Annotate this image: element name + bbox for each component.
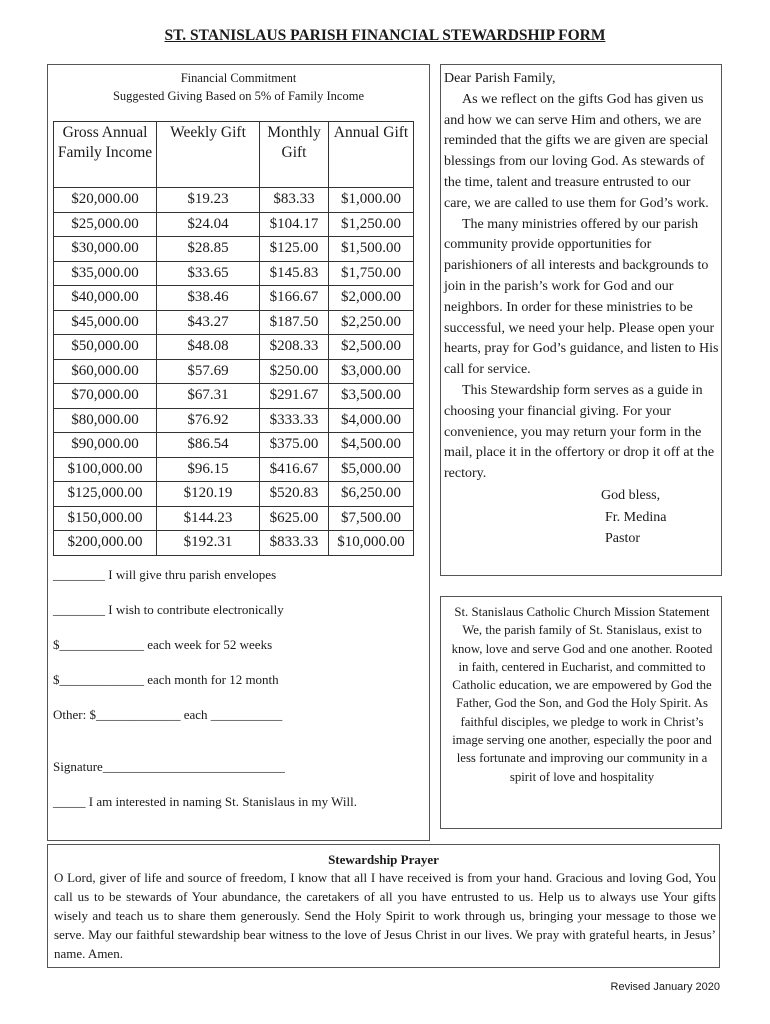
table-cell: $333.33 (260, 408, 329, 433)
table-cell: $6,250.00 (329, 482, 414, 507)
table-cell: $25,000.00 (54, 212, 157, 237)
giving-table (53, 121, 414, 556)
table-row (54, 433, 414, 458)
letter-paragraph: As we reflect on the gifts God has given us and how we can serve Him and others, we are reminded that the gifts we are given are special blessings from our loving God. As stewards of the time, talent and treasure entrusted to our care, we are called to use them for God’s work. (444, 91, 709, 211)
column-header: Gross Annual Family Income (54, 122, 157, 188)
table-row (54, 212, 414, 237)
table-cell: $3,500.00 (329, 384, 414, 409)
table-cell: $19.23 (157, 188, 260, 213)
table-cell: $20,000.00 (54, 188, 157, 213)
table-cell: $416.67 (260, 457, 329, 482)
table-cell: $43.27 (157, 310, 260, 335)
table-cell: $4,500.00 (329, 433, 414, 458)
mission-content (447, 603, 717, 786)
table-cell: $625.00 (260, 506, 329, 531)
table-row (54, 457, 414, 482)
table-cell: $96.15 (157, 457, 260, 482)
column-header: Weekly Gift (157, 122, 260, 188)
letter-signer-role: Pastor (605, 531, 640, 546)
table-cell: $200,000.00 (54, 531, 157, 556)
prayer-body: O Lord, giver of life and source of freedom, I know that all I have received is from your hand. Gracious and loving God, You call us to be stewards of Your abundance, the caretakers of all you have entrusted to us. Help us to always use Your gifts wisely and teach us to share them generously. Send the Holy Spirit to work through us, bringing your message to those we serve. May our faithful stewardship bear witness to the love of Jesus Christ in our lives. We pray with grateful hearts, in Jesus’ name. Amen. (54, 870, 716, 961)
letter-greeting: Dear Parish Family, (444, 71, 556, 86)
table-cell: $520.83 (260, 482, 329, 507)
letter-closing: God bless, (601, 488, 661, 503)
table-cell: $192.31 (157, 531, 260, 556)
table-cell: $5,000.00 (329, 457, 414, 482)
table-cell: $35,000.00 (54, 261, 157, 286)
table-row (54, 482, 414, 507)
financial-commitment-section (47, 64, 430, 841)
mission-body: We, the parish family of St. Stanislaus, exist to know, love and serve God and one another. Rooted in faith, centered in Eucharist, and committed to Catholic education, we are empowered by God the Father, God the Son, and God the Holy Spirit. As faithful disciples, we pledge to work in Christ’s image serving one another, especially the poor and less fortunate and improving our community in a spirit of love and hospitality (451, 623, 713, 784)
table-cell: $48.08 (157, 335, 260, 360)
table-cell: $125,000.00 (54, 482, 157, 507)
table-cell: $67.31 (157, 384, 260, 409)
table-cell: $208.33 (260, 335, 329, 360)
table-row (54, 261, 414, 286)
table-cell: $1,000.00 (329, 188, 414, 213)
table-row (54, 506, 414, 531)
table-cell: $50,000.00 (54, 335, 157, 360)
mission-title: St. Stanislaus Catholic Church Mission Statement (454, 605, 710, 619)
table-cell: $86.54 (157, 433, 260, 458)
table-cell: $375.00 (260, 433, 329, 458)
table-cell: $45,000.00 (54, 310, 157, 335)
table-cell: $4,000.00 (329, 408, 414, 433)
signature-field[interactable]: Signature____________________________ (53, 759, 285, 774)
table-cell: $57.69 (157, 359, 260, 384)
letter-paragraph: The many ministries offered by our parish community provide opportunities for parishioners of all interests and backgrounds to join in the parish’s work for God and our neighbors. In order for these ministries to be successful, we need your help. Please open your hearts, pray for God’s guidance, and listen to His call for service. (444, 216, 719, 378)
table-cell: $150,000.00 (54, 506, 157, 531)
giving-table-header (54, 122, 414, 188)
letter-signer: Fr. Medina (605, 510, 667, 525)
table-cell: $100,000.00 (54, 457, 157, 482)
letter-section (440, 64, 722, 576)
will-option[interactable]: _____ I am interested in naming St. Stanislaus in my Will. (53, 794, 357, 809)
table-row (54, 531, 414, 556)
column-header: Annual Gift (329, 122, 414, 188)
table-cell: $250.00 (260, 359, 329, 384)
table-cell: $10,000.00 (329, 531, 414, 556)
table-cell: $76.92 (157, 408, 260, 433)
letter-paragraph: This Stewardship form serves as a guide in choosing your financial giving. For your convenience, you may return your form in the mail, place it in the offertory or drop it off at the rectory. (444, 382, 715, 482)
commitment-heading-block (48, 69, 429, 105)
weekly-amount-field[interactable]: $_____________ each week for 52 weeks (53, 637, 273, 652)
prayer-title: Stewardship Prayer (328, 852, 439, 867)
table-cell: $144.23 (157, 506, 260, 531)
table-row (54, 237, 414, 262)
table-row (54, 408, 414, 433)
table-cell: $70,000.00 (54, 384, 157, 409)
table-cell: $33.65 (157, 261, 260, 286)
table-cell: $187.50 (260, 310, 329, 335)
table-cell: $28.85 (157, 237, 260, 262)
electronic-option[interactable]: ________ I wish to contribute electronically (53, 602, 284, 617)
envelopes-option[interactable]: ________ I will give thru parish envelopes (53, 567, 277, 582)
table-cell: $90,000.00 (54, 433, 157, 458)
revision-date: Revised January 2020 (610, 981, 720, 993)
commitment-subheading: Suggested Giving Based on 5% of Family Income (112, 89, 364, 103)
table-cell: $38.46 (157, 286, 260, 311)
commitment-heading: Financial Commitment (180, 71, 297, 85)
table-cell: $104.17 (260, 212, 329, 237)
table-row (54, 310, 414, 335)
letter-body (444, 69, 719, 485)
table-cell: $833.33 (260, 531, 329, 556)
table-cell: $80,000.00 (54, 408, 157, 433)
table-cell: $120.19 (157, 482, 260, 507)
table-row (54, 286, 414, 311)
table-cell: $3,000.00 (329, 359, 414, 384)
table-cell: $24.04 (157, 212, 260, 237)
table-cell: $2,250.00 (329, 310, 414, 335)
prayer-section (47, 844, 720, 968)
table-row (54, 384, 414, 409)
table-cell: $1,500.00 (329, 237, 414, 262)
table-cell: $40,000.00 (54, 286, 157, 311)
column-header: Monthly Gift (260, 122, 329, 188)
table-cell: $1,750.00 (329, 261, 414, 286)
table-cell: $291.67 (260, 384, 329, 409)
table-row (54, 359, 414, 384)
table-cell: $60,000.00 (54, 359, 157, 384)
table-cell: $1,250.00 (329, 212, 414, 237)
mission-statement-section (440, 596, 722, 829)
table-row (54, 335, 414, 360)
table-cell: $2,500.00 (329, 335, 414, 360)
table-cell: $83.33 (260, 188, 329, 213)
table-cell: $30,000.00 (54, 237, 157, 262)
table-cell: $145.83 (260, 261, 329, 286)
table-cell: $166.67 (260, 286, 329, 311)
page-title: ST. STANISLAUS PARISH FINANCIAL STEWARDSHIP FORM (164, 27, 606, 44)
other-amount-field[interactable]: Other: $_____________ each ___________ (53, 707, 283, 722)
monthly-amount-field[interactable]: $_____________ each month for 12 month (53, 672, 279, 687)
table-cell: $7,500.00 (329, 506, 414, 531)
table-row (54, 188, 414, 213)
table-cell: $125.00 (260, 237, 329, 262)
table-cell: $2,000.00 (329, 286, 414, 311)
